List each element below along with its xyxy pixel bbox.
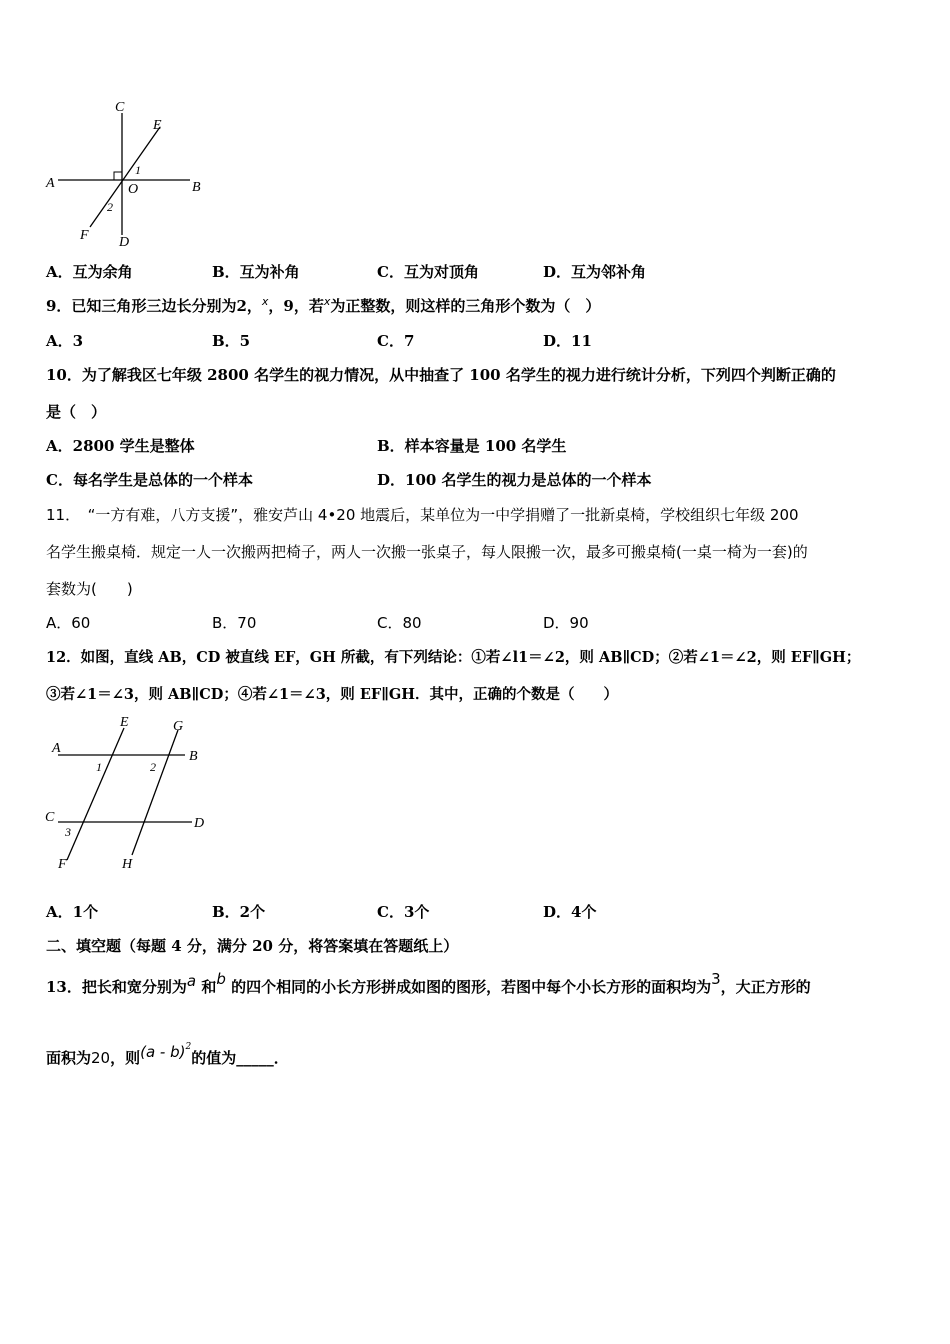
q13-exponent: 2 [185,1042,192,1052]
label-f: F [80,228,89,243]
q11-option-a: A．60 [46,614,91,632]
q9-var-x-1: x [261,295,269,308]
q13-text-2: 和 [201,978,217,996]
label-b: B [192,180,201,195]
q12-option-b: B．2个 [212,903,266,921]
q12-stem-line-2: ③若∠1＝∠3，则 AB∥CD；④若∠1＝∠3，则 EF∥GH．其中，正确的个数是（ ） [46,686,618,703]
q9-option-b: B．5 [212,332,251,350]
label-d-2: D [194,816,205,831]
label-angle-2-2: 2 [150,760,156,774]
q13-var-a: a [186,972,197,990]
q11-stem-line-2: 名学生搬桌椅．规定一人一次搬两把椅子，两人一次搬一张桌子，每人限搬一次，最多可搬桌椅(一桌一椅为一套)的 [46,543,808,561]
q8-option-b: B．互为补角 [212,263,300,281]
label-d: D [119,235,130,250]
label-angle-1: 1 [135,163,141,177]
q9-option-c: C．7 [377,332,415,350]
label-f-2: F [58,857,67,872]
q13-num-20: 20 [91,1049,111,1067]
q12-option-a: A．1个 [46,903,99,921]
q13-text-6: ，则 [110,1049,141,1067]
q12-option-d: D．4个 [543,903,597,921]
label-o: O [128,182,139,197]
line-ef [90,127,160,227]
label-g-2: G [173,719,184,734]
label-angle-2: 2 [107,200,113,214]
q11-stem-line-1: 11． “一方有难，八方支援”，雅安芦山 4•20 地震后，某单位为一中学捐赠了一批新桌椅，学校组织七年级 200 [46,506,799,524]
label-c: C [115,100,125,115]
q11-stem-line-3: 套数为( ) [46,580,133,598]
label-e-2: E [120,715,129,730]
q13-text-1: 13．把长和宽分别为 [46,978,187,996]
label-angle-1-2: 1 [96,760,102,774]
q13-text-7: 的值为_____． [191,1049,289,1067]
q8-option-d: D．互为邻补角 [543,263,647,281]
q12-option-c: C．3个 [377,903,430,921]
q10-stem-line-1: 10．为了解我区七年级 2800 名学生的视力情况，从中抽查了 100 名学生的视力进行统计分析，下列四个判断正确的 [46,366,836,384]
q13-num-3: 3 [711,970,721,988]
q9-var-x-2: x [323,295,331,308]
q10-stem-line-2: 是（ ） [46,403,107,421]
q9-option-d: D．11 [543,332,592,350]
label-c-2: C [45,810,55,825]
label-angle-3-2: 3 [65,825,71,839]
label-a-2: A [52,741,61,756]
right-angle-mark [114,172,122,180]
q13-text-3: 的四个相同的小长方形拼成如图的图形，若图中每个小长方形的面积均为 [231,978,712,996]
label-h-2: H [122,857,133,872]
line-gh-2 [132,730,178,855]
label-a: A [46,176,55,191]
label-e: E [153,118,162,133]
figure-parallel-lines [40,710,220,880]
q9-text-3: 为正整数，则这样的三角形个数为（ ） [330,297,601,315]
q9-stem [46,295,600,316]
figure-perpendicular-lines [40,95,220,255]
q11-option-b: B．70 [212,614,257,632]
q9-text-2: ，9，若 [268,297,324,315]
q10-option-a: A．2800 学生是整体 [46,437,195,455]
q11-option-d: D．90 [543,614,589,632]
q13-stem-line-2 [46,1042,289,1068]
q13-expression: (a - b) [140,1043,186,1061]
q12-stem-line-1: 12．如图，直线 AB，CD 被直线 EF，GH 所截，有下列结论：①若∠l1＝∠2，则 AB∥CD；②若∠1＝∠2，则 EF∥GH； [46,649,861,666]
q13-stem-line-1 [46,970,811,997]
q10-option-c: C．每名学生是总体的一个样本 [46,471,253,489]
q10-option-b: B．样本容量是 100 名学生 [377,437,567,455]
line-ef-2 [67,728,124,860]
q13-text-4: ，大正方形的 [720,978,811,996]
q9-text-1: 9．已知三角形三边长分别为2， [46,297,262,315]
q10-option-d: D．100 名学生的视力是总体的一个样本 [377,471,652,489]
label-b-2: B [189,749,198,764]
section-2-heading: 二、填空题（每题 4 分，满分 20 分，将答案填在答题纸上） [46,937,459,955]
q11-option-c: C．80 [377,614,422,632]
q13-text-5: 面积为 [46,1049,92,1067]
q8-option-a: A．互为余角 [46,263,133,281]
q8-option-c: C．互为对顶角 [377,263,479,281]
q13-var-b: b [216,970,226,988]
q9-option-a: A．3 [46,332,84,350]
